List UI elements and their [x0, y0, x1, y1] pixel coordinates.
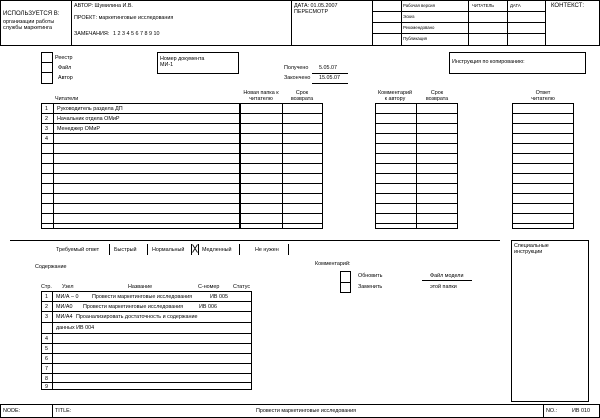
- distribution-checkbox-divider: [41, 62, 53, 63]
- contents-row-node: МИ/А4: [56, 314, 73, 320]
- reader-row-line: [375, 173, 458, 174]
- reader-row-line: [41, 143, 240, 144]
- reader-row-line: [512, 113, 574, 114]
- checkbox-divider: [340, 282, 351, 283]
- reader-row-line: [41, 123, 240, 124]
- contents-row-name[interactable]: Провести маркетинговые исследования: [83, 304, 184, 310]
- status-row-label: Эскиз: [403, 14, 415, 19]
- readers-comment-divider: [416, 103, 417, 229]
- contents-header-name: Название: [128, 284, 153, 290]
- reader-name[interactable]: Начальник отдела ОМиР: [57, 116, 120, 122]
- contents-row-num: 4: [45, 336, 48, 342]
- response-option-none[interactable]: Не нужен: [255, 247, 279, 253]
- status-grid-line: [372, 22, 545, 23]
- section-divider: [10, 240, 500, 241]
- contents-row-line: [41, 343, 252, 344]
- this-folder-label: этой папки: [430, 284, 457, 290]
- contents-row-num: 2: [45, 304, 48, 310]
- reader-row-line: [375, 113, 458, 114]
- response-selected-marker[interactable]: [191, 244, 199, 255]
- comments-label: Комментарий:: [315, 261, 351, 267]
- status-grid-line: [507, 0, 508, 46]
- contents-row-num: 3: [45, 314, 48, 320]
- col-return: возврата: [290, 96, 314, 102]
- response-option-fast[interactable]: Быстрый: [114, 247, 137, 253]
- contents-row-line: [41, 301, 252, 302]
- special-instructions-box[interactable]: [511, 240, 589, 402]
- reader-row-line: [375, 223, 458, 224]
- contents-row-node: МИ/А0: [56, 304, 73, 310]
- readers-num-divider: [53, 103, 54, 229]
- author-field: АВТОР: Шумилина И.В.: [74, 3, 133, 9]
- reader-row-line: [512, 133, 574, 134]
- col-comments: к автору: [384, 96, 406, 102]
- contents-row-line: [41, 363, 252, 364]
- reader-row-line: [512, 203, 574, 204]
- status-grid-line: [468, 0, 469, 46]
- reader-row-line: [240, 223, 323, 224]
- contents-row-num: 9: [45, 384, 48, 390]
- notes-label: ЗАМЕЧАНИЯ:: [74, 31, 110, 37]
- reader-row-line: [375, 203, 458, 204]
- reader-row-line: [375, 193, 458, 194]
- reader-row-line: [240, 183, 323, 184]
- header-divider: [372, 0, 373, 46]
- distribution-checkbox-divider: [41, 72, 53, 73]
- footer-node-label: NODE:: [3, 408, 21, 414]
- status-row-label: Публикация: [403, 36, 428, 41]
- special-instructions-label: Специальные: [514, 243, 549, 249]
- reader-row-line: [512, 153, 574, 154]
- date-column-label: ДАТА: [510, 3, 521, 8]
- contents-row-line: [41, 353, 252, 354]
- readers-reply-table: [512, 103, 574, 229]
- reader-column-label: ЧИТАТЕЛЬ: [472, 3, 495, 8]
- response-option-normal[interactable]: Нормальный: [152, 247, 185, 253]
- reader-row-line: [512, 193, 574, 194]
- received-date: 5.05.07: [319, 65, 337, 71]
- contents-title: Содержание: [35, 264, 67, 270]
- reader-row-line: [240, 173, 323, 174]
- contents-row-num: 6: [45, 356, 48, 362]
- col-new-folder: Новая папка к: [243, 90, 279, 96]
- reader-row-line: [512, 173, 574, 174]
- option-registry: Реестр: [55, 55, 73, 61]
- contents-row-line: [41, 382, 252, 383]
- contents-row-line: [41, 373, 252, 374]
- contents-row-line: [41, 333, 252, 334]
- col-comments: Комментарий: [378, 90, 412, 96]
- col-return2: Срок: [430, 90, 444, 96]
- reader-row-line: [240, 143, 323, 144]
- used-in-line: службы маркетинга: [3, 25, 52, 31]
- special-instructions-label: инструкции: [514, 249, 543, 255]
- contents-header-node: Узел: [62, 284, 74, 290]
- completed-label: Закончено: [284, 75, 311, 81]
- reader-row-line: [512, 213, 574, 214]
- status-row-label: Рекомендовано: [403, 25, 435, 30]
- note-numbers: 1 2 3 4 5 6 7 8 9 10: [113, 31, 160, 37]
- reader-num: 2: [45, 116, 48, 122]
- contents-row-num: 5: [45, 346, 48, 352]
- status-row-label: Рабочая версия: [403, 3, 435, 8]
- reader-row-line: [240, 193, 323, 194]
- contents-row-cnum: ИВ 005: [210, 294, 228, 300]
- reader-row-line: [240, 133, 323, 134]
- copy-instruction-label: Инструкция по копированию:: [452, 59, 525, 65]
- doc-number-label: Номер документа: [160, 56, 205, 62]
- contents-row-num: 7: [45, 366, 48, 372]
- project-field: ПРОЕКТ: маркетинговые исследования: [74, 15, 174, 21]
- reader-row-line: [240, 213, 323, 214]
- reader-row-line: [512, 143, 574, 144]
- contents-row-line: [41, 311, 252, 312]
- reader-row-line: [375, 163, 458, 164]
- response-separator: [109, 244, 110, 255]
- response-separator: [147, 244, 148, 255]
- doc-number: МИ-1: [160, 62, 174, 68]
- reader-row-line: [41, 223, 240, 224]
- model-file-label: Файл модели: [430, 273, 464, 279]
- contents-row-cnum: ИВ 006: [199, 304, 217, 310]
- reader-row-line: [240, 123, 323, 124]
- reader-row-line: [41, 163, 240, 164]
- completed-date: 15.05.07: [319, 75, 340, 81]
- contents-row-num: 1: [45, 294, 48, 300]
- completed-underline: [312, 83, 348, 84]
- reader-row-line: [240, 203, 323, 204]
- date-field: ДАТА: 01.05.2007: [294, 3, 338, 9]
- contents-row-name[interactable]: Проанализировать достаточность и содержание: [76, 314, 198, 320]
- header-divider: [545, 0, 546, 46]
- col-reply: читателю: [531, 96, 555, 102]
- status-grid-line: [372, 33, 545, 34]
- reader-row-line: [41, 113, 240, 114]
- reader-row-line: [41, 133, 240, 134]
- header-divider: [291, 0, 292, 46]
- revision-field: ПЕРЕСМОТР: [294, 9, 329, 15]
- response-option-required[interactable]: Требуемый ответ: [56, 247, 100, 253]
- footer-divider: [52, 404, 53, 418]
- used-in-line: организации работы: [3, 19, 55, 25]
- footer-title-label: TITLE:: [55, 408, 72, 414]
- contents-row-line: [41, 322, 252, 323]
- footer-no-value: ИВ 010: [572, 408, 590, 414]
- reader-row-line: [240, 113, 323, 114]
- update-option: Обновить: [358, 273, 383, 279]
- col-new-folder: читателю: [249, 96, 273, 102]
- reader-row-line: [512, 123, 574, 124]
- reader-row-line: [512, 223, 574, 224]
- reader-row-line: [41, 203, 240, 204]
- reader-num: 3: [45, 126, 48, 132]
- contents-header-page: Стр.: [41, 284, 52, 290]
- status-grid-line: [372, 11, 545, 12]
- distribution-checkbox[interactable]: [41, 52, 53, 84]
- response-option-slow[interactable]: Медленный: [202, 247, 232, 253]
- model-file-underline: [422, 280, 472, 281]
- contents-header-status: Статус: [233, 284, 251, 290]
- col-reply: Ответ: [535, 90, 551, 96]
- footer-title: Провести маркетинговые исследования: [256, 408, 357, 414]
- check-icon: [192, 244, 198, 253]
- used-in-label: ИСПОЛЬЗУЕТСЯ В:: [3, 11, 60, 17]
- col-return: Срок: [295, 90, 309, 96]
- contents-row-node: МИ/А – 0: [56, 294, 79, 300]
- reader-row-line: [375, 153, 458, 154]
- readers-title: Читатели: [55, 96, 79, 102]
- contents-row-name[interactable]: Провести маркетинговые исследования: [92, 294, 193, 300]
- reader-row-line: [375, 133, 458, 134]
- reader-name[interactable]: Менеджер ОМиР: [57, 126, 100, 132]
- reader-row-line: [375, 123, 458, 124]
- reader-row-line: [41, 213, 240, 214]
- status-grid-line: [401, 0, 402, 46]
- reader-row-line: [375, 143, 458, 144]
- reader-row-line: [41, 193, 240, 194]
- replace-option: Заменить: [358, 284, 383, 290]
- option-file: Файл: [58, 65, 72, 71]
- reader-row-line: [512, 163, 574, 164]
- footer-divider: [543, 404, 544, 418]
- reader-row-line: [512, 183, 574, 184]
- received-underline: [312, 73, 348, 74]
- option-author: Автор: [58, 75, 73, 81]
- response-separator: [239, 244, 240, 255]
- contents-header-cnum: С-номер: [198, 284, 220, 290]
- readers-folder-divider: [282, 103, 283, 229]
- footer-no-label: NO.:: [546, 408, 558, 414]
- header-divider: [71, 0, 72, 46]
- contents-row-cont: данных ИВ 004: [56, 325, 95, 331]
- reader-row-line: [375, 183, 458, 184]
- contents-row-num: 8: [45, 376, 48, 382]
- received-label: Получено: [284, 65, 309, 71]
- reader-name[interactable]: Руководитель раздела ДП: [57, 106, 123, 112]
- reader-row-line: [240, 163, 323, 164]
- col-return2: возврата: [425, 96, 449, 102]
- reader-num: 4: [45, 136, 48, 142]
- reader-row-line: [41, 183, 240, 184]
- reader-row-line: [375, 213, 458, 214]
- reader-num: 1: [45, 106, 48, 112]
- reader-row-line: [240, 153, 323, 154]
- reader-row-line: [41, 153, 240, 154]
- response-separator: [288, 244, 289, 255]
- contents-num-divider: [52, 291, 53, 390]
- reader-row-line: [41, 173, 240, 174]
- context-label: КОНТЕКСТ:: [551, 3, 584, 9]
